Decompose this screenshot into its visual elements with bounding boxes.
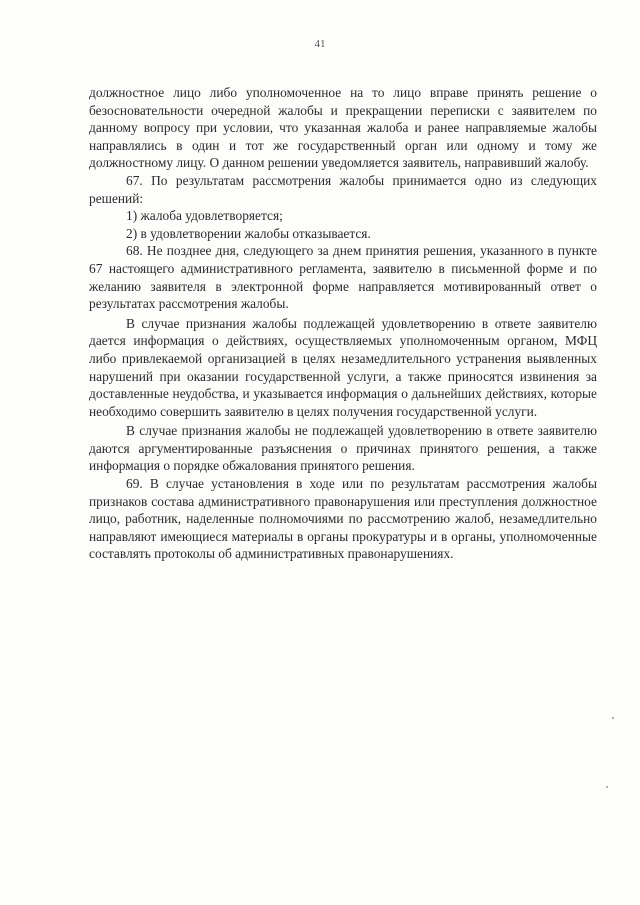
scan-speck — [612, 717, 614, 719]
paragraph-complaint-rejected: В случае признания жалобы не подлежащей удовлетворению в ответе заявителю даются аргументированные разъяснения о причинах принятого решения, а также информация о порядке обжалования принятого решения. — [89, 423, 597, 474]
list-item-1: 1) жалоба удовлетворяется; — [126, 208, 283, 224]
paragraph-continuation: должностное лицо либо уполномоченное на то лицо вправе принять решение о безосновательности очередной жалобы и прекращении переписки с заявителем по данному вопросу при условии, что указанная жалоба и ранее направляемые жалобы направлялись в один и тот же государственный орган или одному и тому же должностному лицу. О данном решении уведомляется заявитель, направивший жалобу. — [89, 85, 597, 171]
list-item-2: 2) в удовлетворении жалобы отказывается. — [126, 225, 371, 241]
paragraph-complaint-satisfied: В случае признания жалобы подлежащей удовлетворению в ответе заявителю дается информация о действиях, осуществляемых уполномоченным органом, МФЦ либо привлекаемой организацией в целях незамедлительного устранения выявленных нарушений при оказании государственной услуги, а также приносятся извинения за доставленные неудобства, и указывается информация о дальнейших действиях, которые необходимо совершить заявителю в целях получения государственной услуги. — [89, 315, 597, 419]
document-body — [89, 84, 597, 563]
paragraph-69: 69. В случае установления в ходе или по результатам рассмотрения жалобы признаков состава административного правонарушения или преступления должностное лицо, работник, наделенные полномочиями по рассмотрению жалоб, незамедлительно направляют имеющиеся материалы в органы прокуратуры и в органы, уполномоченные составлять протоколы об административных правонарушениях. — [89, 476, 597, 562]
paragraph-67: 67. По результатам рассмотрения жалобы принимается одно из следующих решений: — [89, 172, 597, 206]
scan-speck — [606, 786, 608, 788]
paragraph-68: 68. Не позднее дня, следующего за днем принятия решения, указанного в пункте 67 настоящего административного регламента, заявителю в письменной форме и по желанию заявителя в электронной форме направляется мотивированный ответ о результатах рассмотрения жалобы. — [89, 243, 597, 312]
page-number: 41 — [314, 38, 326, 50]
